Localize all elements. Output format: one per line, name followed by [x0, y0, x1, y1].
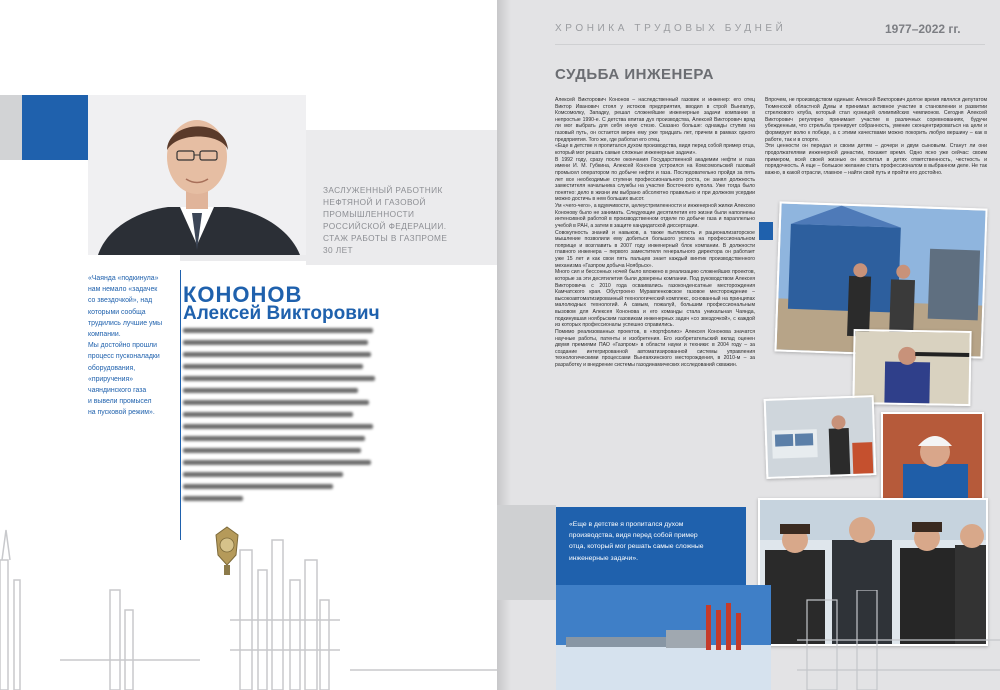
right-page	[497, 0, 1000, 690]
person-surname: КОНОНОВ	[183, 282, 303, 307]
photo-control-room	[764, 395, 877, 479]
gray-accent-block	[497, 505, 556, 600]
quote-line: «приручения»	[88, 375, 134, 383]
portrait-illustration	[88, 95, 306, 255]
paragraph: Совокупность знаний и навыков, а также пытливость и рационализаторское мышление позволили ему добиться большого успеха на профессиональном поприще и возглавить в 2007 году инженерный блок компании. В должности главного инженера – первого заместителя генерального директора он работает уже 15 лет и как свои пять пальцев знает каждый винтик производственного механизма «Газпром добыча Ноябрьск».	[555, 229, 755, 269]
photo-worker-helmet	[881, 412, 984, 500]
photo-gas-plant	[556, 585, 771, 690]
quote-line: на пусковой режим».	[88, 409, 155, 417]
pull-quote	[88, 273, 183, 419]
quote-line: нам немало «задачек	[88, 286, 158, 294]
title-line: ПРОМЫШЛЕННОСТИ	[323, 209, 415, 219]
paragraph: Много сил и бессонных ночей было вложено в реализацию сложнейших проектов, которые за эти десятилетия были доверены компании. Под руководством Алексея Викторовича с 2010 года осваивались газоконденсатные месторождения Камчатского края. Обустроено Муравленковское газовое месторождение – высокоавтоматизированный технологический комплекс, основанный на принципах малолюдных технологий. А самым, пожалуй, большим профессиональным вызовом для Алексея Кононова и его команды стала уникальная Чаянда, подкинувшая ноябрьским газовикам инженерных задач «со звездочкой», с каждой из которых профессионалы успешно справились.	[555, 269, 755, 329]
blue-accent-block	[22, 95, 88, 160]
title-line: 30 ЛЕТ	[323, 245, 353, 255]
article-column-1	[555, 97, 755, 369]
quote-line: процесс пусконаладки	[88, 353, 160, 361]
honorary-title	[323, 184, 483, 256]
section-title: СУДЬБА ИНЖЕНЕРА	[555, 66, 714, 83]
quote-line: оборудования,	[88, 364, 136, 372]
quote-line: и вывели промысел	[88, 398, 152, 406]
year-range: 1977–2022 гг.	[885, 22, 961, 36]
portrait-photo	[88, 95, 306, 255]
quote-line: «Чаянда «подкинула»	[88, 275, 159, 282]
paragraph: Помимо реализованных проектов, в «портфолио» Алексея Кононова значатся научные работы, патенты и изобретения. Его изобретательский вклад оценен двумя премиями ПАО «Газпром» в области науки и техники: в 2004 году – за создание интегрированной автоматизированной системы управления технологическими процессами Вынгаяхинского месторождения, в 2010-м – за разработку и внедрение системы газодинамических исследований скважин.	[555, 328, 755, 368]
paragraph: «Еще в детстве я пропитался духом производства, видя перед собой пример отца, который мог решать самые сложные инженерные задачи».	[555, 143, 755, 156]
header-rule	[555, 44, 985, 45]
person-name: Алексей Викторович	[183, 303, 380, 324]
quote-line: трудились лучшие умы	[88, 319, 163, 327]
blue-accent-tab	[759, 222, 773, 240]
quote-line: чаяндинского газа	[88, 387, 147, 395]
quote-line: Мы достойно прошли	[88, 342, 158, 350]
left-page	[0, 0, 497, 690]
title-line: ЗАСЛУЖЕННЫЙ РАБОТНИК	[323, 185, 443, 195]
title-line: СТАЖ РАБОТЫ В ГАЗПРОМЕ	[323, 233, 448, 243]
paragraph: В 1992 году, сразу после окончания Государственной академии нефти и газа имени И. М. Губкина, Алексей Кононов устроился на Комсомольский газовый промысел оператором по добыче нефти и газа. Последовательно пройдя за пять лет все необходимые ступени профессионального роста, он занял должность заместителя начальника службы на участке Восточного купола. Уже тогда было понятно: дело в жизни им выбрано абсолютно правильно и при должном усердии можно достичь в нем больших высот.	[555, 156, 755, 203]
highlight-quote	[569, 519, 739, 564]
running-header: ХРОНИКА ТРУДОВЫХ БУДНЕЙ	[555, 23, 787, 34]
divider-line	[180, 270, 181, 540]
quote-line: компании.	[88, 331, 121, 339]
quote-line: производства, видя перед собой пример	[569, 532, 698, 540]
industrial-illustration-right	[797, 590, 1000, 690]
paragraph: Ум «чего-чего», а вдумчивости, целеустремленности и инженерной жилки Алексею Кононову было не занимать. Следующие десятилетия его жизни были наполнены интенсивной работой в производственном отделе по добыче газа и параллельно учебой в РАН, а затем в защите кандидатской диссертации.	[555, 203, 755, 229]
title-line: НЕФТЯНОЙ И ГАЗОВОЙ	[323, 197, 426, 207]
quote-line: со звездочкой», над	[88, 297, 153, 305]
paragraph: Алексей Викторович Кононов – наследственный газовик и инженер: его отец Виктор Иванович стоял у истоков предприятия, вводил в строй Вынгапур, Комсомолку, Западку, решал сложнейшие инженерные задачи компании в непростые 1990-е. С детства впитав дух производства, Алексей Викторович вряд ли мог выбрать для себя иную стезю. Сказано больше: однажды ступив на газовый путь, он остается верен ему уже тридцать лет, причем в рамках одного предприятия. Того же, где работал его отец.	[555, 97, 755, 143]
paragraph: Впрочем, не производством единым: Алексей Викторович долгое время являлся депутатом Тюменской областной Думы и принимал активное участие в становлении и развитии стрелкового клуба, который стал кузницей олимпийских чемпионов. Сегодня Алексей Викторович регулярно принимает участие в различных соревнованиях, будучи убежденным, что стрельба тренирует собранность, умение сконцентрироваться на цели и формирует волю к победе, а с этими качествами можно покорить любую вершину – как в работе, так и в спорте.	[765, 97, 987, 143]
quote-line: «Еще в детстве я пропитался духом	[569, 521, 684, 528]
quote-line: инженерные задачи».	[569, 554, 638, 562]
article-column-2	[765, 97, 987, 177]
paragraph: Эти ценности он передал и своим детям – дочери и двум сыновьям. Станут ли они продолжателями инженерной династии, покажет время. Одно ясно уже сейчас: своим примером, всей своей жизнью он воспитал в детях ответственность, честность и порядочность. А еще – большое желание стать профессионалом в выбранном деле. Не так важно, в какой отрасли, главное – найти свой путь и пройти его достойно.	[765, 143, 987, 176]
quote-line: отца, который мог решать самые сложные	[569, 543, 704, 551]
quote-line: которыми сообща	[88, 308, 146, 316]
blurred-text-block	[183, 328, 383, 508]
title-line: РОССИЙСКОЙ ФЕДЕРАЦИИ.	[323, 221, 447, 231]
industrial-illustration	[0, 520, 497, 690]
